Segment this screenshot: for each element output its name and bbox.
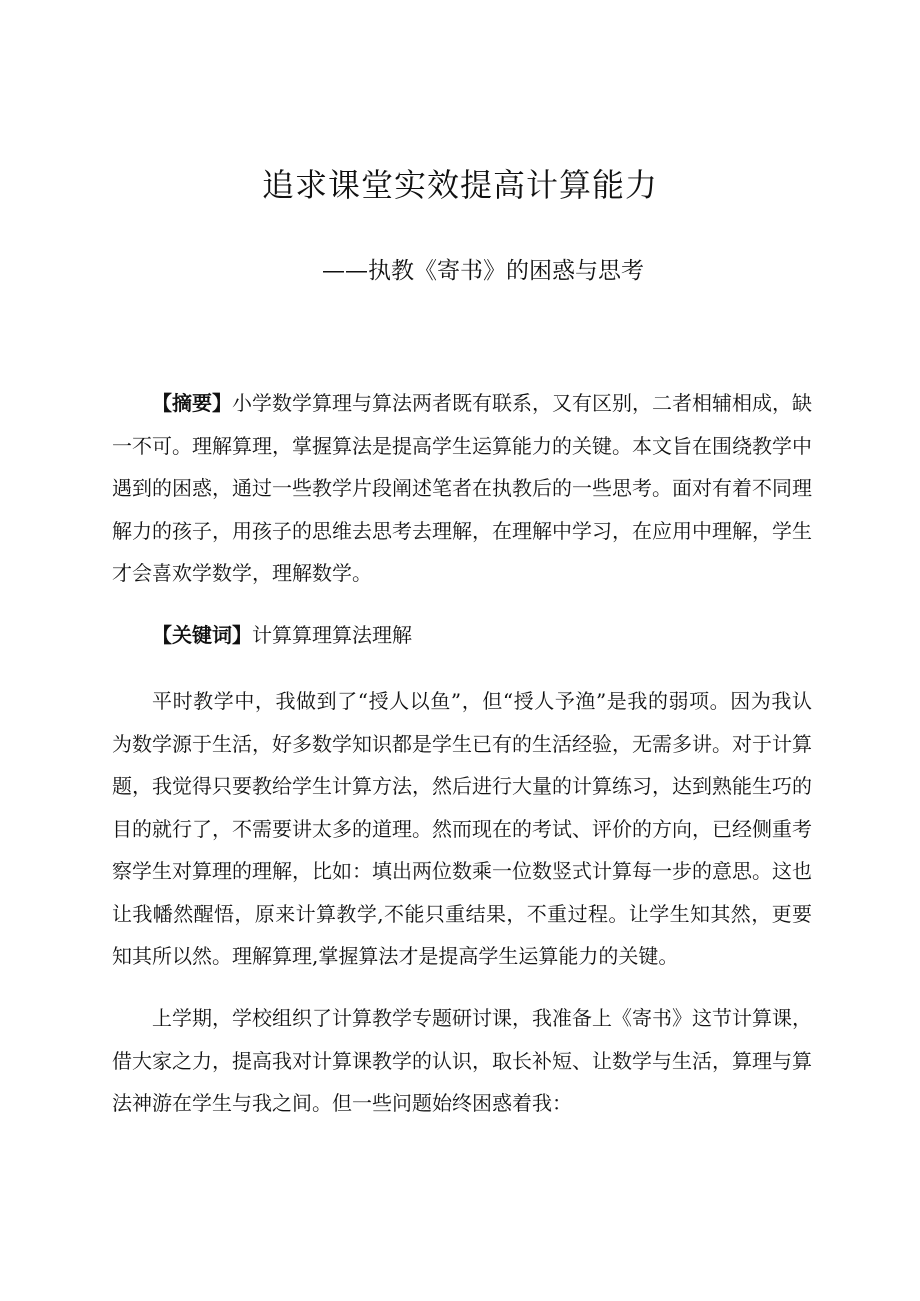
keywords-text: 计算算理算法理解 [252,623,412,647]
body-paragraph: 上学期，学校组织了计算教学专题研讨课，我准备上《寄书》这节计算课，借大家之力，提高我对计算课教学的认识，取长补短、让数学与生活，算理与算法神游在学生与我之间。但一些问题始终困惑着我： [112,1006,812,1115]
document-subtitle: ——执教《寄书》的困惑与思考 [322,258,644,284]
body-section-1 [112,680,812,978]
body-paragraph: 平时教学中，我做到了“授人以鱼”，但“授人予渔”是我的弱项。因为我认为数学源于生活，好多数学知识都是学生已有的生活经验，无需多讲。对于计算题，我觉得只要教给学生计算方法，然后进行大量的计算练习，达到熟能生巧的目的就行了，不需要讲太多的道理。然而现在的考试、评价的方向，已经侧重考察学生对算理的理解，比如：填出两位数乘一位数竖式计算每一步的意思。这也让我幡然醒悟，原来计算教学,不能只重结果，不重过程。让学生知其然，更要知其所以然。理解算理,掌握算法才是提高学生运算能力的关键。 [112,689,812,968]
abstract-text: 小学数学算理与算法两者既有联系，又有区别，二者相辅相成，缺一不可。理解算理，掌握算法是提高学生运算能力的关键。本文旨在围绕教学中遇到的困惑，通过一些教学片段阐述笔者在执教后的一些思考。面对有着不同理解力的孩子，用孩子的思维去思考去理解，在理解中学习，在应用中理解，学生才会喜欢学数学，理解数学。 [112,391,812,585]
abstract-label: 【摘要】 [152,391,232,415]
body-section-2 [112,997,812,1125]
keywords-section [112,614,812,657]
document-title: 追求课堂实效提高计算能力 [261,166,658,204]
abstract-section [112,382,812,595]
keywords-paragraph [112,614,812,657]
keywords-label: 【关键词】 [152,623,252,647]
abstract-paragraph [112,382,812,595]
